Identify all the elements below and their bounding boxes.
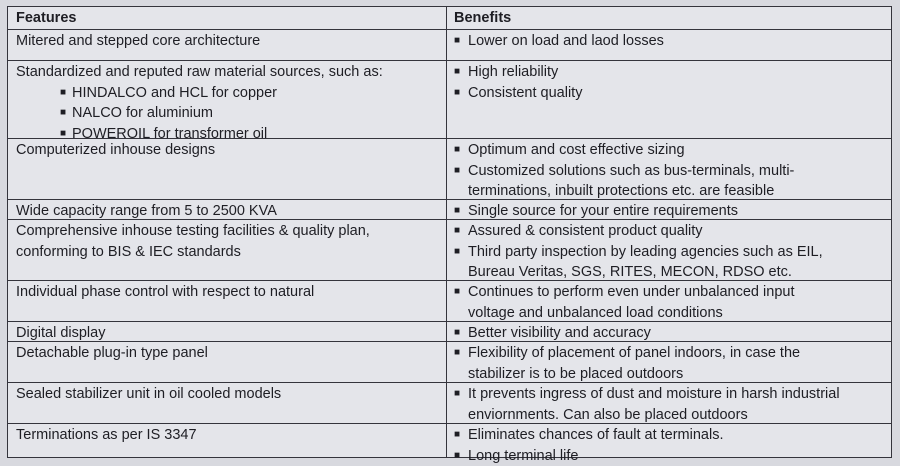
benefit-item: ■ High reliability [454,62,886,83]
feature-cell [16,323,442,344]
table-row [8,424,891,464]
benefit-cell [454,384,886,425]
benefit-item: ■ Optimum and cost effective sizing [454,140,886,161]
table-row [8,61,891,142]
feature-text: Mitered and stepped core architecture [16,33,261,49]
square-bullet-icon: ■ [454,388,461,399]
square-bullet-icon: ■ [454,66,461,77]
benefit-cell [454,140,886,202]
feature-cell [16,31,442,52]
square-bullet-icon: ■ [454,225,461,236]
feature-text: Digital display [16,325,106,341]
feature-cell [16,282,442,303]
benefit-item: terminations, inbuilt protections etc. are feasible [468,183,775,199]
feature-text: Detachable plug-in type panel [16,345,208,361]
benefit-item: ■ Flexibility of placement of panel indoors, in case the [454,343,886,364]
square-bullet-icon: ■ [454,205,461,216]
square-bullet-icon: ■ [454,286,461,297]
benefit-item: ■ Eliminates chances of fault at terminals. [454,425,886,446]
benefit-item: ■ Assured & consistent product quality [454,221,886,242]
benefit-item: stabilizer is to be placed outdoors [468,365,684,382]
square-bullet-icon: ■ [454,35,461,46]
feature-sub-item: ■ NALCO for aluminium [16,103,442,124]
table-row [8,342,891,383]
feature-cell [16,384,442,405]
benefit-item: ■ Long terminal life [454,446,886,466]
feature-cell [16,201,442,222]
benefit-item: ■ Single source for your entire requirements [454,201,886,222]
benefit-item: voltage and unbalanced load conditions [468,304,723,321]
square-bullet-icon: ■ [454,347,461,358]
benefit-item: ■ Lower on load and laod losses [454,31,886,52]
table-row [8,281,891,322]
feature-cell [16,343,442,364]
square-bullet-icon: ■ [454,327,461,338]
table-row [8,383,891,424]
benefit-cell [454,425,886,466]
square-bullet-icon: ■ [60,86,67,98]
feature-text: Sealed stabilizer unit in oil cooled models [16,386,282,402]
square-bullet-icon: ■ [454,164,461,176]
benefit-item: ■ Continues to perform even under unbalanced input [454,282,886,303]
feature-sub-item: ■ POWEROIL for transformer oil [16,124,442,145]
benefit-cell [454,323,886,344]
benefit-item: ■ Customized solutions such as bus-terminals, multi- [454,161,886,182]
feature-sub-item: ■ HINDALCO and HCL for copper [16,83,442,104]
table-row [8,220,891,281]
benefit-item: Bureau Veritas, SGS, RITES, MECON, RDSO etc. [468,264,792,280]
feature-text: Comprehensive inhouse testing facilities & quality plan, [16,223,370,239]
feature-cell [16,140,442,161]
feature-text: Standardized and reputed raw material sources, such as: [16,64,383,80]
table-row [8,139,891,200]
table-row [8,30,891,61]
feature-text: Wide capacity range from 5 to 2500 KVA [16,203,277,219]
benefit-cell [454,221,886,283]
square-bullet-icon: ■ [454,86,461,98]
benefit-cell [454,31,886,52]
square-bullet-icon: ■ [60,107,67,118]
benefit-cell [454,282,886,323]
benefit-cell [454,343,886,384]
feature-text: Terminations as per IS 3347 [16,427,197,443]
header-row [8,7,891,30]
benefit-item: ■ Third party inspection by leading agencies such as EIL, [454,242,886,263]
feature-text: conforming to BIS & IEC standards [16,243,241,260]
feature-text: Individual phase control with respect to natural [16,284,315,300]
features-header: Features [16,10,77,26]
feature-text: Computerized inhouse designs [16,142,216,158]
benefit-item: ■ It prevents ingress of dust and moisture in harsh industrial [454,384,886,405]
table-row [8,200,891,220]
square-bullet-icon: ■ [60,127,67,139]
square-bullet-icon: ■ [454,429,461,440]
square-bullet-icon: ■ [454,449,461,461]
benefit-item: enviornments. Can also be placed outdoors [468,406,748,423]
features-benefits-table [7,6,892,464]
benefit-cell [454,62,886,103]
benefit-cell [454,201,886,222]
benefit-item: ■ Consistent quality [454,83,886,104]
feature-cell [16,425,442,446]
square-bullet-icon: ■ [454,245,461,257]
feature-cell [16,221,442,262]
benefit-item: ■ Better visibility and accuracy [454,323,886,344]
table-row [8,322,891,342]
feature-cell [16,62,442,144]
benefits-header: Benefits [454,10,512,26]
square-bullet-icon: ■ [454,144,461,155]
